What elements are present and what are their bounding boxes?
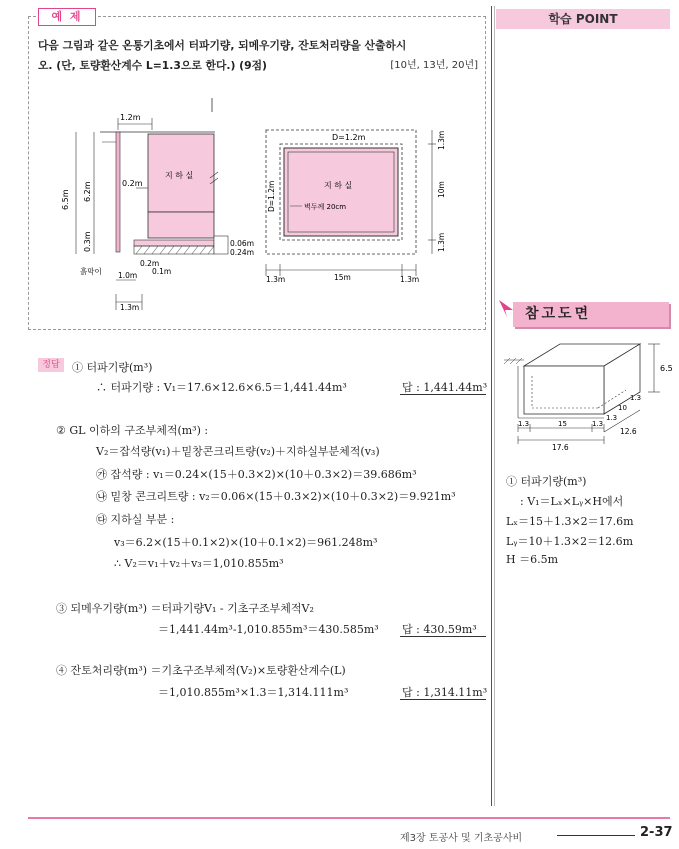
excavation-box-figure: [500, 336, 676, 454]
dim-0-06m: 0.06m: [230, 239, 255, 248]
column-divider: [491, 6, 492, 806]
q1-title: ① 터파기량(m³): [72, 361, 153, 374]
dim-1-3m: 1.3m: [120, 303, 140, 312]
dim-0-2m-mid: 0.2m: [122, 179, 143, 188]
question-line-1: 다음 그림과 같은 온통기초에서 터파기량, 되메우기량, 잔토처리량을 산출하시: [38, 39, 407, 52]
q1-answer-rule: [400, 394, 486, 395]
fig-dim-15: 15: [558, 420, 567, 428]
dim-0-3m: 0.3m: [83, 231, 92, 252]
column-divider-secondary: [494, 6, 495, 806]
sidebar-note-2: : V₁＝Lₓ×Lᵧ×H에서: [520, 495, 624, 508]
plan-dim-1-3m-right: 1.3m: [400, 275, 420, 284]
sidebar-note-1: ① 터파기량(m³): [506, 475, 587, 488]
question-text: [38, 36, 478, 76]
q2-item-c: ㉰ 지하실 부분 :: [96, 513, 175, 526]
q2-item-c-calc: v₃＝6.2×(15＋0.1×2)×(10＋0.1×2)＝961.248m³: [114, 536, 378, 549]
dim-6-5m: 6.5m: [61, 189, 70, 210]
fig-dim-6-5: 6.5: [660, 364, 673, 373]
dim-0-2m-low: 0.2m: [140, 259, 160, 268]
plan-dim-1-3m-rb: 1.3m: [437, 232, 446, 252]
plan-figure: [262, 126, 452, 286]
page-number: 2-37: [640, 825, 673, 840]
q3-calc: ＝1,441.44m³-1,010.855m³＝430.585m³: [158, 623, 379, 636]
fig-dim-1-3d: 1.3: [592, 420, 604, 428]
footer-chapter: 제3장 토공사 및 기초공사비: [400, 833, 523, 844]
footer-rule: [557, 835, 635, 836]
plan-dim-1-3m-rt: 1.3m: [437, 130, 446, 150]
q4-calc: ＝1,010.855m³×1.3＝1,314.111m³: [158, 686, 349, 699]
dim-0-24m: 0.24m: [230, 248, 255, 257]
sidebar-note-3: Lₓ＝15＋1.3×2＝17.6m: [506, 515, 634, 528]
q2-title: ② GL 이하의 구조부체적(m³) :: [56, 424, 209, 437]
answer-tag: 정답: [38, 358, 64, 372]
section-basement-label: 지 하 실: [165, 171, 194, 180]
q2-formula: V₂＝잡석량(v₁)＋밑창콘크리트량(v₂)＋지하실부분체적(v₃): [96, 445, 380, 458]
exam-years: [10년, 13년, 20년]: [390, 60, 478, 71]
reference-drawing-header: 참고도면: [513, 302, 669, 327]
footer-divider: [28, 817, 670, 819]
dim-1-2m-top: 1.2m: [120, 113, 141, 122]
q4-answer-rule: [400, 699, 486, 700]
sidebar-note-4: Lᵧ＝10＋1.3×2＝12.6m: [506, 535, 634, 548]
q1-answer: 답 : 1,441.44m³: [402, 381, 488, 394]
q3-answer: 답 : 430.59m³: [402, 623, 477, 636]
q3-answer-rule: [400, 636, 486, 637]
plan-wall-label: 벽두께 20cm: [304, 203, 347, 211]
plan-dim-1-3m-left: 1.3m: [266, 275, 286, 284]
label-sheet-pile: 흙막이: [80, 267, 102, 276]
fig-dim-12-6: 12.6: [620, 427, 637, 436]
question-line-2: 오. (단, 토량환산계수 L=1.3으로 한다.) (9점): [38, 59, 267, 72]
q4-answer: 답 : 1,314.11m³: [402, 686, 488, 699]
sidebar-note-5: H ＝6.5m: [506, 553, 559, 566]
dim-1-0m: 1.0m: [118, 271, 138, 280]
plan-d-left: D=1.2m: [267, 180, 276, 212]
learning-point-header: 학습 POINT: [496, 9, 670, 29]
dim-6-2m: 6.2m: [83, 181, 92, 202]
fig-dim-17-6: 17.6: [552, 443, 569, 452]
section-figure: [40, 98, 260, 318]
dim-0-1m: 0.1m: [152, 267, 172, 276]
plan-dim-10m: 10m: [437, 181, 446, 198]
q4-title: ④ 잔토처리량(m³) ＝기초구조부체적(V₂)×토량환산계수(L): [56, 664, 346, 677]
fig-dim-1-3b: 1.3: [606, 414, 618, 422]
q3-title: ③ 되메우기량(m³) ＝터파기량V₁ - 기초구조부체적V₂: [56, 602, 314, 615]
fig-dim-1-3c: 1.3: [518, 420, 530, 428]
fig-dim-10: 10: [618, 404, 627, 412]
q2-sum: ∴ V₂＝v₁＋v₂＋v₃＝1,010.855m³: [114, 557, 284, 570]
fig-dim-1-3a: 1.3: [630, 394, 642, 402]
q1-calc: ∴ 터파기량 : V₁＝17.6×12.6×6.5＝1,441.44m³: [96, 381, 347, 394]
q2-item-b: ㉯ 밑창 콘크리트량 : v₂＝0.06×(15＋0.3×2)×(10＋0.3×2)＝9.921m³: [96, 490, 456, 503]
plan-basement-label: 지 하 실: [324, 181, 353, 190]
example-tab: 예 제: [38, 8, 96, 26]
plan-dim-15m: 15m: [334, 273, 351, 282]
plan-d-top: D=1.2m: [332, 133, 366, 142]
q2-item-a: ㉮ 잡석량 : v₁＝0.24×(15＋0.3×2)×(10＋0.3×2)＝39.686m³: [96, 468, 417, 481]
